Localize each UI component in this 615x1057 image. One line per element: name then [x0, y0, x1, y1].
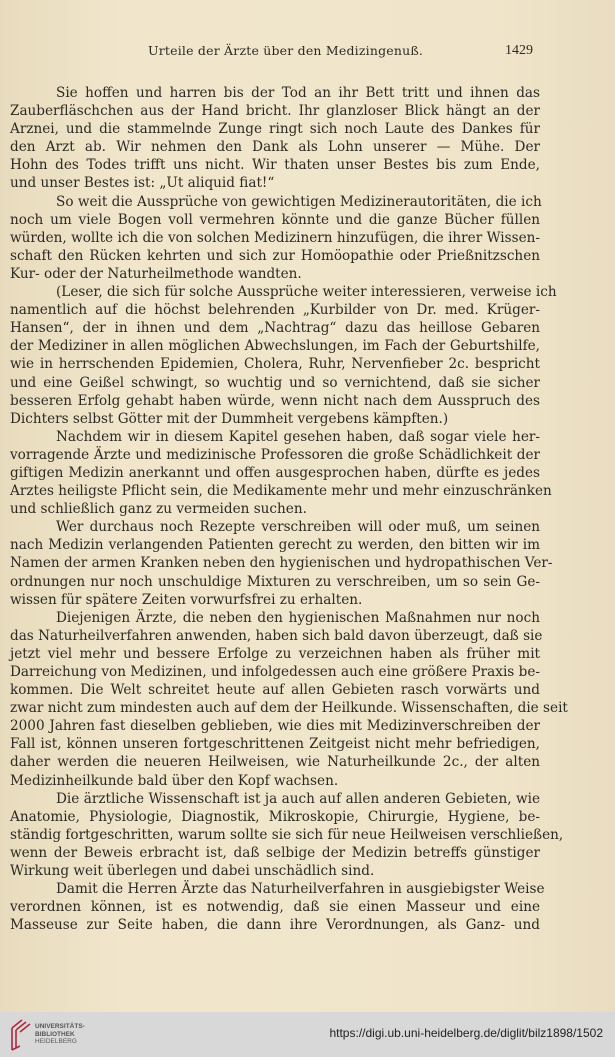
text-line: Diejenigen Ärzte, die neben den hygienischen Maßnahmen nur noch — [56, 609, 540, 626]
text-line: wie in herrschenden Epidemien, Cholera, Ruhr, Nervenfieber 2c. bespricht — [10, 356, 540, 373]
text-line: und unser Bestes ist: „Ut aliquid fiat!“ — [10, 175, 275, 192]
text-line: und eine Geißel schwingt, so wuchtig und so vernichtend, daß sie sicher — [10, 374, 540, 391]
text-line: daher werden die neueren Heilweisen, wie Naturheilkunde 2c., der alten — [10, 754, 540, 771]
text-line: Namen der armen Kranken neben den hygienischen und hydropathischen Ver- — [10, 555, 553, 572]
text-line: schaft den Rücken kehrten und sich zur Homöopathie oder Prießnitzschen — [10, 247, 540, 264]
text-line: 2000 Jahren fast dieselben geblieben, wie dies mit Medizinverschreiben der — [10, 718, 540, 735]
text-line: Arztes heiligste Pflicht sein, die Medikamente mehr und mehr einzuschränken — [10, 483, 552, 500]
page-number: 1429 — [505, 43, 533, 58]
text-line: Dichters selbst Götter mit der Dummheit vergebens kämpften.) — [10, 410, 449, 427]
text-line: jetzt viel mehr und bessere Erfolge zu verzeichnen haben als früher mit — [10, 645, 540, 662]
library-logo-icon — [8, 1018, 34, 1052]
text-line: Fall ist, können unseren fortgeschrittenen Zeitgeist nicht mehr befriedigen, — [10, 736, 540, 753]
text-line: Wirkung weit überlegen und dabei unschädlich sind. — [10, 863, 375, 880]
viewer-footer — [0, 1012, 615, 1057]
text-line: nach Medizin verlangenden Patienten gerecht zu werden, den bitten wir im — [10, 537, 540, 554]
text-line: Anatomie, Physiologie, Diagnostik, Mikroskopie, Chirurgie, Hygiene, be- — [10, 808, 540, 825]
logo-line: BIBLIOTHEK — [35, 1030, 75, 1038]
page-body-text — [10, 84, 568, 934]
text-line: Sie hoffen und harren bis der Tod an ihr Bett tritt und ihnen das — [56, 85, 540, 101]
text-line: Nachdem wir in diesem Kapitel gesehen haben, daß sogar viele her- — [56, 428, 540, 445]
text-line: ständig fortgeschritten, warum sollte sie sich für neue Heilweisen verschließen, — [10, 826, 564, 843]
text-line: Hansen“, der in ihnen und dem „Nachtrag“ dazu das heillose Gebaren — [10, 320, 540, 337]
logo-text — [35, 1023, 85, 1046]
text-line: ordnungen nur noch unschuldige Mixturen zu verschreiben, um so sein Ge- — [10, 573, 540, 590]
text-line: Zauberfläschchen aus der Hand bricht. Ihr glanzloser Blick hängt an der — [10, 103, 540, 120]
text-line: den Arzt ab. Wir nehmen den Dank als Lohn unserer — Mühe. Der — [10, 139, 540, 156]
text-line: Masseuse zur Seite haben, die dann ihre Verordnungen, als Ganz- und — [10, 917, 540, 934]
text-line: Die ärztliche Wissenschaft ist ja auch auf allen anderen Gebieten, wie — [56, 790, 540, 807]
text-line: besseren Erfolg gehabt haben würde, wenn nicht nach dem Ausspruch des — [10, 392, 540, 409]
text-line: verordnen können, ist es notwendig, daß sie einen Masseur und eine — [10, 899, 540, 916]
text-line: wissen für spätere Zeiten vorwurfsfrei zu erhalten. — [10, 591, 363, 608]
text-line: und schließlich ganz zu vermeiden suchen. — [10, 501, 307, 518]
text-line: Hohn des Todes trifft uns nicht. Wir thaten unser Bestes bis zum Ende, — [10, 157, 540, 174]
running-header — [0, 43, 615, 61]
logo-line: HEIDELBERG — [35, 1038, 77, 1045]
text-line: Kur- oder der Naturheilmethode wandten. — [10, 265, 302, 282]
text-line: zwar nicht zum mindesten auch auf dem der Heilkunde. Wissenschaften, die seit — [10, 700, 568, 717]
text-line: der Mediziner in allen möglichen Abwechslungen, im Fach der Geburtshilfe, — [10, 338, 540, 355]
text-line: Arznei, und die stammelnde Zunge ringt sich noch Laute des Dankes für — [10, 121, 540, 138]
text-line: wenn der Beweis erbracht ist, daß selbige der Medizin betreffs günstiger — [10, 844, 540, 861]
text-line: Medizinheilkunde bald über den Kopf wachsen. — [10, 772, 339, 789]
text-line: (Leser, die sich für solche Aussprüche weiter interessieren, verweise ich — [56, 284, 557, 301]
running-title: Urteile der Ärzte über den Medizingenuß. — [148, 43, 424, 58]
text-line: So weit die Aussprüche von gewichtigen Medizinerautoritäten, die ich — [56, 193, 542, 210]
text-line: würden, wollte ich die von solchen Medizinern hinzufügen, die ihrer Wissen- — [10, 229, 540, 246]
text-line: namentlich auf die höchst belehrenden „Kurbilder von Dr. med. Krüger- — [10, 302, 540, 319]
text-line: Wer durchaus noch Rezepte verschreiben will oder muß, um seinen — [56, 519, 540, 536]
text-line: das Naturheilverfahren anwenden, haben sich bald davon überzeugt, daß sie — [10, 627, 543, 644]
permalink-url[interactable]: https://digi.ub.uni-heidelberg.de/diglit/bilz1898/1502 — [329, 1026, 603, 1040]
text-line: kommen. Die Welt schreitet heute auf allen Gebieten rasch vorwärts und — [10, 682, 540, 699]
university-library-logo[interactable] — [8, 1018, 88, 1052]
text-line: vorragende Ärzte und medizinische Professoren die große Schädlichkeit der — [10, 446, 540, 463]
logo-line: UNIVERSITÄTS- — [35, 1023, 85, 1030]
text-line: noch um viele Bogen voll vermehren könnte und die ganze Bücher füllen — [10, 211, 540, 228]
text-line: Darreichung von Medizinen, und infolgedessen auch eine größere Praxis be- — [10, 664, 540, 680]
text-line: Damit die Herren Ärzte das Naturheilverfahren in ausgiebigster Weise — [56, 881, 545, 898]
text-line: giftigen Medizin anerkannt und offen ausgesprochen haben, dürfte es jedes — [10, 464, 540, 481]
